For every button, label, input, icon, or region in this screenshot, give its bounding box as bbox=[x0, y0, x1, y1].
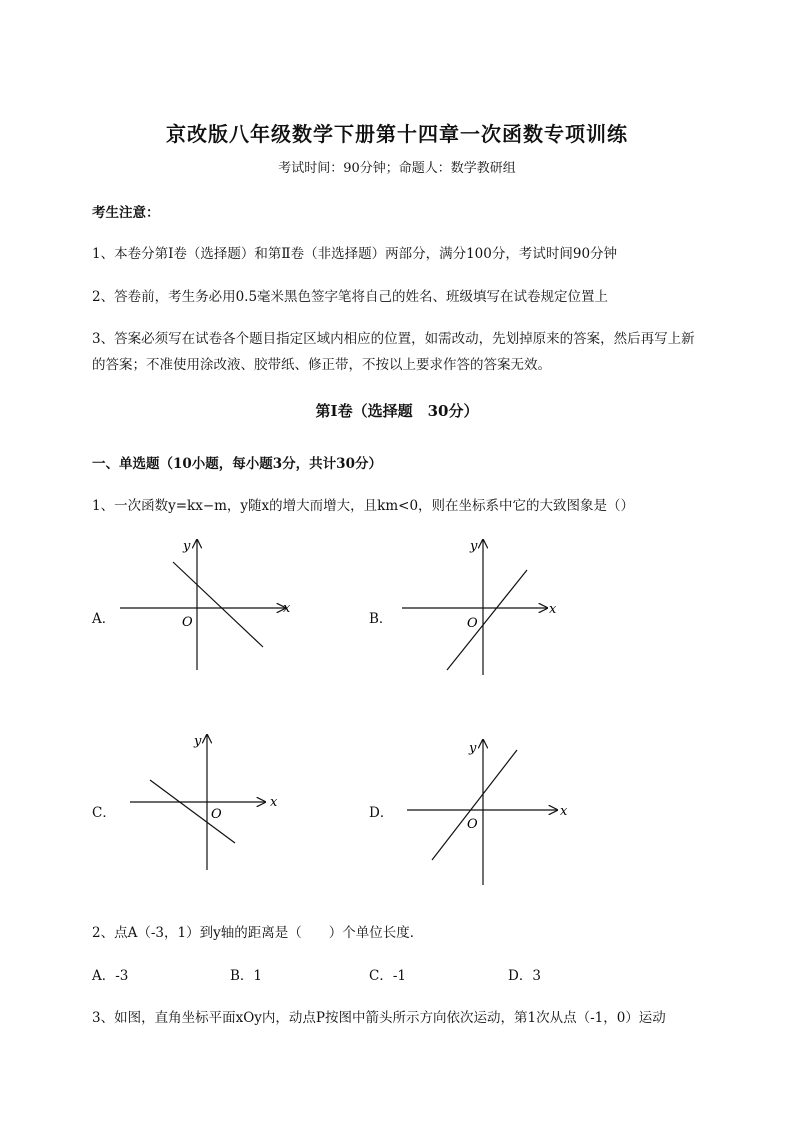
x-axis-label: x bbox=[283, 601, 291, 616]
option-b-graph bbox=[397, 535, 577, 695]
notice-heading: 考生注意： bbox=[92, 205, 160, 221]
q2-choice-c[interactable]: C．-1 bbox=[369, 968, 406, 984]
option-d-graph bbox=[397, 730, 577, 890]
question-3-stem: 3、如图，直角坐标平面xOy内，动点P按图中箭头所示方向依次运动，第1次从点（-1，0）运动 bbox=[92, 1010, 666, 1026]
notice-item-1: 1、本卷分第Ⅰ卷（选择题）和第Ⅱ卷（非选择题）两部分，满分100分，考试时间90分钟 bbox=[92, 246, 618, 262]
section-title: 第Ⅰ卷（选择题 30分） bbox=[315, 402, 479, 420]
option-c-graph bbox=[115, 730, 295, 890]
question-2-stem: 2、点A（-3，1）到y轴的距离是（ ）个单位长度． bbox=[92, 925, 424, 941]
function-line bbox=[432, 750, 517, 860]
y-axis-label: y bbox=[470, 539, 478, 554]
q2-choice-a[interactable]: A．-3 bbox=[92, 968, 129, 984]
x-axis-label: x bbox=[270, 795, 278, 810]
notice-item-2: 2、答卷前，考生务必用0.5毫米黑色签字笔将自己的姓名、班级填写在试卷规定位置上 bbox=[92, 289, 609, 305]
option-a-graph bbox=[115, 535, 295, 695]
function-line bbox=[447, 570, 527, 670]
option-c-label[interactable]: C． bbox=[92, 805, 116, 821]
x-axis-label: x bbox=[560, 804, 568, 819]
q2-choice-d[interactable]: D．3 bbox=[508, 968, 541, 984]
option-b-label[interactable]: B． bbox=[369, 611, 393, 627]
page-title: 京改版八年级数学下册第十四章一次函数专项训练 bbox=[166, 122, 628, 146]
y-axis-label: y bbox=[194, 734, 202, 749]
question-1-stem: 1、一次函数y=kx−m，y随x的增大而增大，且km<0，则在坐标系中它的大致图象是（） bbox=[92, 498, 635, 514]
origin-label: O bbox=[467, 817, 478, 832]
y-axis-label: y bbox=[469, 741, 477, 756]
notice-item-3: 3、答案必须写在试卷各个题目指定区域内相应的位置，如需改动，先划掉原来的答案，然后再写上新 bbox=[92, 331, 695, 347]
y-axis-label: y bbox=[183, 539, 191, 554]
function-line bbox=[150, 780, 235, 843]
option-a-label[interactable]: A． bbox=[92, 611, 116, 627]
origin-label: O bbox=[211, 807, 222, 822]
option-d-label[interactable]: D． bbox=[369, 805, 394, 821]
x-axis-label: x bbox=[549, 602, 557, 617]
exam-info: 考试时间：90分钟；命题人：数学教研组 bbox=[278, 161, 516, 176]
notice-item-3-cont: 的答案；不准使用涂改液、胶带纸、修正带，不按以上要求作答的答案无效。 bbox=[92, 357, 551, 373]
part-title: 一、单选题（10小题，每小题3分，共计30分） bbox=[92, 456, 382, 472]
q2-choice-b[interactable]: B．1 bbox=[230, 968, 263, 984]
function-line bbox=[173, 562, 263, 647]
origin-label: O bbox=[182, 615, 193, 630]
origin-label: O bbox=[467, 616, 478, 631]
